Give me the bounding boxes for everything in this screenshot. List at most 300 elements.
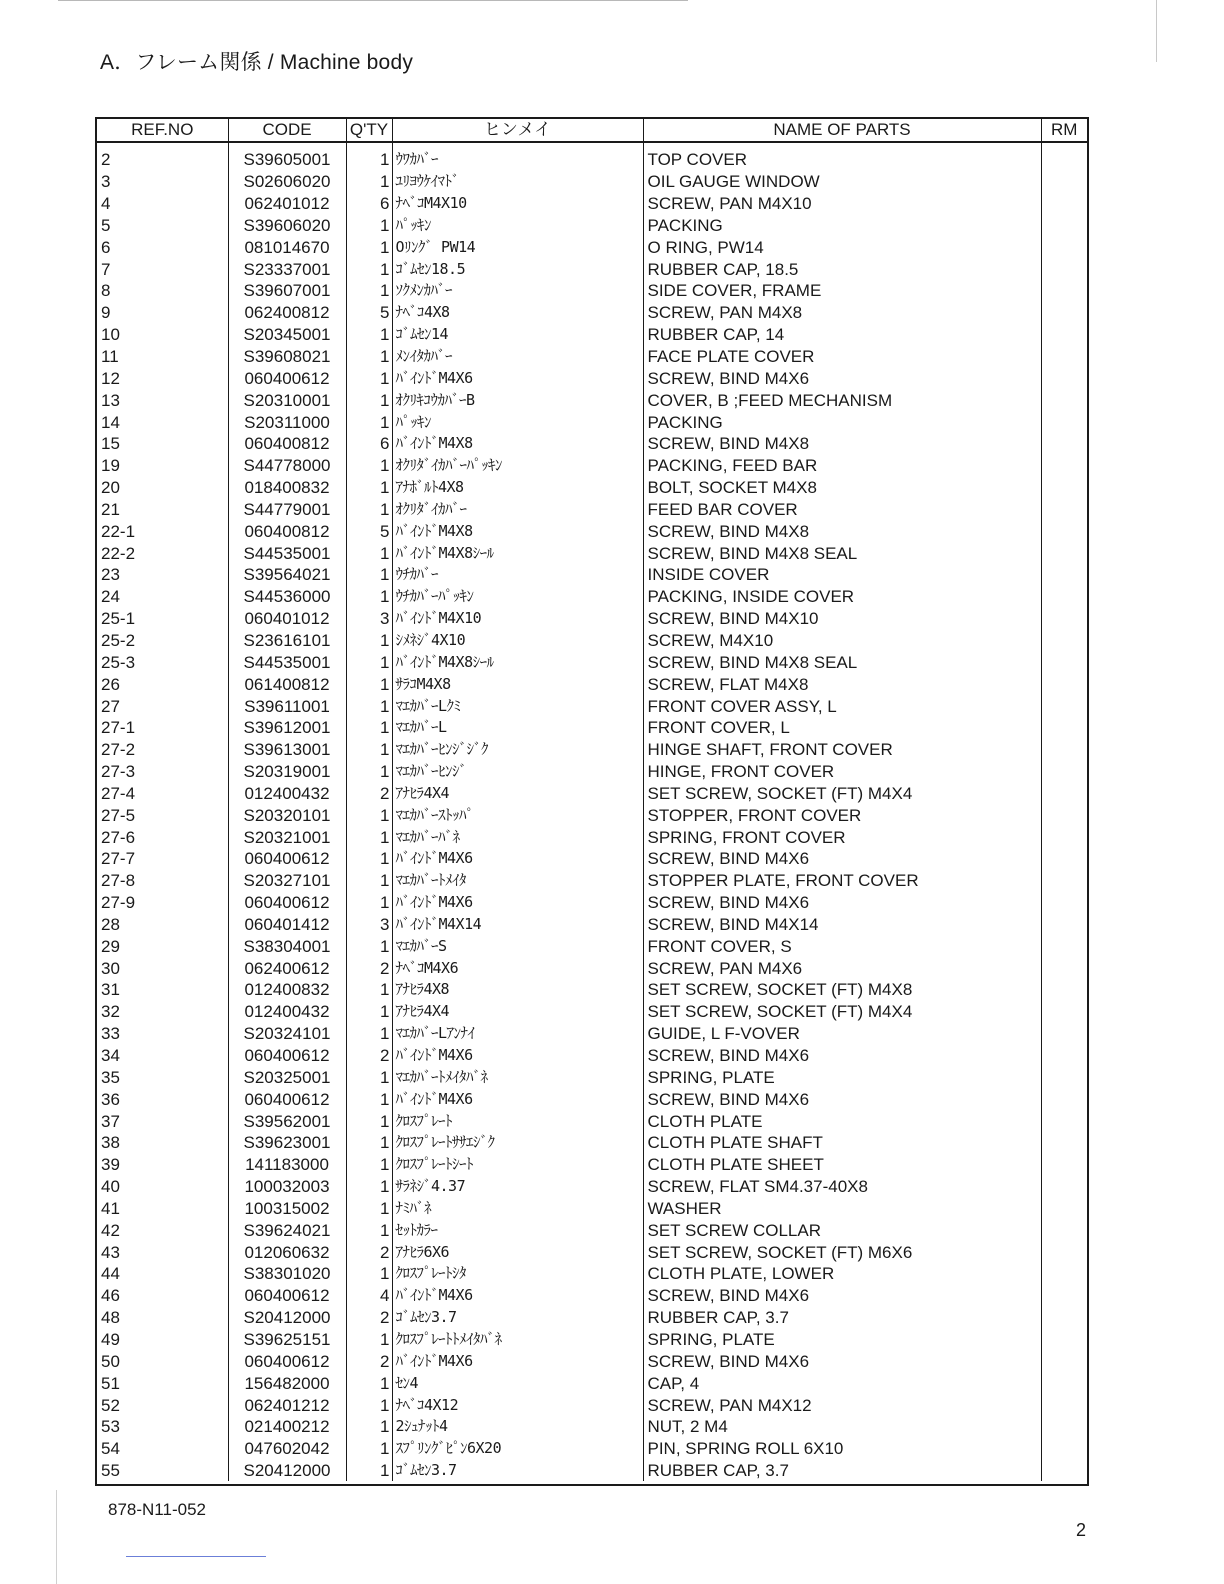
table-row — [97, 914, 1087, 936]
rm-cell — [1041, 1176, 1087, 1198]
table-row — [97, 1438, 1087, 1460]
ref-cell: 8 — [97, 280, 228, 302]
code-cell: S39613001 — [228, 739, 346, 761]
code-cell: 060400612 — [228, 1285, 346, 1307]
kana-cell: ﾊﾞｲﾝﾄﾞM4X6 — [392, 1088, 643, 1110]
kana-cell: ｺﾞﾑｾﾝ3.7 — [392, 1460, 643, 1482]
parts-table-frame — [95, 117, 1089, 1486]
part-name-cell: FRONT COVER, S — [643, 935, 1041, 957]
kana-cell: ﾊﾞｲﾝﾄﾞM4X6 — [392, 1285, 643, 1307]
qty-cell: 1 — [346, 1219, 392, 1241]
table-row — [97, 280, 1087, 302]
kana-cell: ﾕﾘﾖｳｹｲﾏﾄﾞ — [392, 171, 643, 193]
ref-cell: 46 — [97, 1285, 228, 1307]
qty-cell: 1 — [346, 1154, 392, 1176]
scan-right-edge-line — [1156, 0, 1157, 62]
table-row — [97, 651, 1087, 673]
rm-cell — [1041, 1394, 1087, 1416]
ref-cell: 49 — [97, 1329, 228, 1351]
qty-cell: 1 — [346, 935, 392, 957]
kana-cell: ﾏｴｶﾊﾞｰﾄﾒｲﾀ — [392, 870, 643, 892]
ref-cell: 20 — [97, 477, 228, 499]
qty-cell: 1 — [346, 1460, 392, 1482]
kana-cell: ﾅﾍﾞｺM4X6 — [392, 957, 643, 979]
kana-cell: ｺﾞﾑｾﾝ18.5 — [392, 258, 643, 280]
column-header-qty: Q'TY — [346, 119, 392, 142]
rm-cell — [1041, 717, 1087, 739]
part-name-cell: GUIDE, L F-VOVER — [643, 1023, 1041, 1045]
table-row — [97, 1176, 1087, 1198]
kana-cell: ｿｸﾒﾝｶﾊﾞｰ — [392, 280, 643, 302]
kana-cell: ｵｸﾘﾀﾞｲｶﾊﾞｰ — [392, 499, 643, 521]
qty-cell: 1 — [346, 1001, 392, 1023]
table-row — [97, 608, 1087, 630]
kana-cell: ｸﾛｽﾌﾟﾚｰﾄｼﾀ — [392, 1263, 643, 1285]
ref-cell: 27-1 — [97, 717, 228, 739]
qty-cell: 1 — [346, 1416, 392, 1438]
code-cell: 060400612 — [228, 892, 346, 914]
rm-cell — [1041, 1198, 1087, 1220]
part-name-cell: SCREW, BIND M4X14 — [643, 914, 1041, 936]
table-row — [97, 804, 1087, 826]
code-cell: 060400612 — [228, 367, 346, 389]
rm-cell — [1041, 914, 1087, 936]
table-row — [97, 870, 1087, 892]
part-name-cell: SET SCREW, SOCKET (FT) M6X6 — [643, 1241, 1041, 1263]
table-row — [97, 1088, 1087, 1110]
kana-cell: ｻﾗｺM4X8 — [392, 673, 643, 695]
qty-cell: 1 — [346, 1088, 392, 1110]
part-name-cell: PIN, SPRING ROLL 6X10 — [643, 1438, 1041, 1460]
table-row — [97, 761, 1087, 783]
ref-cell: 35 — [97, 1066, 228, 1088]
rm-cell — [1041, 1350, 1087, 1372]
code-cell: 012400432 — [228, 1001, 346, 1023]
kana-cell: ﾊﾞｲﾝﾄﾞM4X6 — [392, 367, 643, 389]
table-row — [97, 1110, 1087, 1132]
kana-cell: ﾏｴｶﾊﾞｰﾄﾒｲﾀﾊﾞﾈ — [392, 1066, 643, 1088]
code-cell: S02606020 — [228, 171, 346, 193]
rm-cell — [1041, 542, 1087, 564]
kana-cell: ｱﾅﾋﾗ4X4 — [392, 782, 643, 804]
qty-cell: 1 — [346, 499, 392, 521]
part-name-cell: CLOTH PLATE SHEET — [643, 1154, 1041, 1176]
ref-cell: 15 — [97, 433, 228, 455]
rm-cell — [1041, 1023, 1087, 1045]
kana-cell: ﾊﾞｲﾝﾄﾞM4X8 — [392, 433, 643, 455]
qty-cell: 1 — [346, 826, 392, 848]
table-row — [97, 1350, 1087, 1372]
kana-cell: ﾏｴｶﾊﾞｰLｸﾐ — [392, 695, 643, 717]
rm-cell — [1041, 1307, 1087, 1329]
ref-cell: 48 — [97, 1307, 228, 1329]
column-header-name: NAME OF PARTS — [643, 119, 1041, 142]
ref-cell: 38 — [97, 1132, 228, 1154]
code-cell: S44535001 — [228, 651, 346, 673]
rm-cell — [1041, 520, 1087, 542]
kana-cell: ｳﾜｶﾊﾞｰ — [392, 142, 643, 171]
parts-table — [97, 119, 1087, 1481]
qty-cell: 3 — [346, 608, 392, 630]
part-name-cell: SCREW, PAN M4X12 — [643, 1394, 1041, 1416]
rm-cell — [1041, 477, 1087, 499]
part-name-cell: SET SCREW COLLAR — [643, 1219, 1041, 1241]
kana-cell: ｺﾞﾑｾﾝ14 — [392, 324, 643, 346]
kana-cell: ｸﾛｽﾌﾟﾚｰﾄ — [392, 1110, 643, 1132]
qty-cell: 2 — [346, 1241, 392, 1263]
code-cell: 062400612 — [228, 957, 346, 979]
table-row — [97, 957, 1087, 979]
part-name-cell: SCREW, BIND M4X6 — [643, 1045, 1041, 1067]
code-cell: 156482000 — [228, 1372, 346, 1394]
table-row — [97, 935, 1087, 957]
code-cell: 012400832 — [228, 979, 346, 1001]
kana-cell: ｺﾞﾑｾﾝ3.7 — [392, 1307, 643, 1329]
qty-cell: 1 — [346, 739, 392, 761]
code-cell: S39625151 — [228, 1329, 346, 1351]
ref-cell: 3 — [97, 171, 228, 193]
code-cell: S39564021 — [228, 564, 346, 586]
part-name-cell: NUT, 2 M4 — [643, 1416, 1041, 1438]
rm-cell — [1041, 499, 1087, 521]
qty-cell: 1 — [346, 1394, 392, 1416]
ref-cell: 54 — [97, 1438, 228, 1460]
qty-cell: 1 — [346, 651, 392, 673]
rm-cell — [1041, 1110, 1087, 1132]
table-row — [97, 1154, 1087, 1176]
qty-cell: 1 — [346, 215, 392, 237]
rm-cell — [1041, 1416, 1087, 1438]
ref-cell: 25-1 — [97, 608, 228, 630]
ref-cell: 12 — [97, 367, 228, 389]
table-row — [97, 1001, 1087, 1023]
code-cell: S20324101 — [228, 1023, 346, 1045]
ref-cell: 43 — [97, 1241, 228, 1263]
code-cell: S44779001 — [228, 499, 346, 521]
part-name-cell: SCREW, BIND M4X6 — [643, 367, 1041, 389]
kana-cell: ｾﾝ4 — [392, 1372, 643, 1394]
table-row — [97, 892, 1087, 914]
table-row — [97, 1219, 1087, 1241]
code-cell: S20311000 — [228, 411, 346, 433]
rm-cell — [1041, 935, 1087, 957]
rm-cell — [1041, 1045, 1087, 1067]
rm-cell — [1041, 236, 1087, 258]
part-name-cell: COVER, B ;FEED MECHANISM — [643, 389, 1041, 411]
ref-cell: 34 — [97, 1045, 228, 1067]
document-number: 878-N11-052 — [108, 1500, 206, 1519]
code-cell: S20412000 — [228, 1460, 346, 1482]
kana-cell: ﾅﾍﾞｺM4X10 — [392, 193, 643, 215]
rm-cell — [1041, 979, 1087, 1001]
code-cell: 012400432 — [228, 782, 346, 804]
ref-cell: 50 — [97, 1350, 228, 1372]
part-name-cell: FRONT COVER ASSY, L — [643, 695, 1041, 717]
qty-cell: 1 — [346, 761, 392, 783]
ref-cell: 9 — [97, 302, 228, 324]
ref-cell: 27-2 — [97, 739, 228, 761]
scan-top-edge-line — [58, 0, 688, 1]
qty-cell: 1 — [346, 1066, 392, 1088]
part-name-cell: SPRING, FRONT COVER — [643, 826, 1041, 848]
table-row — [97, 1198, 1087, 1220]
rm-cell — [1041, 1219, 1087, 1241]
kana-cell: ｱﾅﾋﾗ4X4 — [392, 1001, 643, 1023]
kana-cell: ﾅﾍﾞｺ4X8 — [392, 302, 643, 324]
qty-cell: 2 — [346, 957, 392, 979]
kana-cell: ﾊﾟｯｷﾝ — [392, 411, 643, 433]
table-header-row — [97, 119, 1087, 142]
qty-cell: 1 — [346, 979, 392, 1001]
part-name-cell: TOP COVER — [643, 142, 1041, 171]
table-row — [97, 630, 1087, 652]
ref-cell: 26 — [97, 673, 228, 695]
rm-cell — [1041, 433, 1087, 455]
kana-cell: ｱﾅﾎﾞﾙﾄ4X8 — [392, 477, 643, 499]
rm-cell — [1041, 455, 1087, 477]
rm-cell — [1041, 1438, 1087, 1460]
column-header-kana: ヒンメイ — [392, 119, 643, 142]
rm-cell — [1041, 142, 1087, 171]
code-cell: 100032003 — [228, 1176, 346, 1198]
code-cell: 081014670 — [228, 236, 346, 258]
part-name-cell: SPRING, PLATE — [643, 1066, 1041, 1088]
qty-cell: 1 — [346, 258, 392, 280]
part-name-cell: SCREW, BIND M4X8 SEAL — [643, 542, 1041, 564]
kana-cell: ｸﾛｽﾌﾟﾚｰﾄｻｻｴｼﾞｸ — [392, 1132, 643, 1154]
qty-cell: 1 — [346, 389, 392, 411]
qty-cell: 1 — [346, 804, 392, 826]
part-name-cell: SCREW, BIND M4X6 — [643, 848, 1041, 870]
part-name-cell: SCREW, PAN M4X6 — [643, 957, 1041, 979]
kana-cell: ﾏｴｶﾊﾞｰﾊﾞﾈ — [392, 826, 643, 848]
table-row — [97, 520, 1087, 542]
rm-cell — [1041, 280, 1087, 302]
kana-cell: ﾊﾟｯｷﾝ — [392, 215, 643, 237]
rm-cell — [1041, 1263, 1087, 1285]
rm-cell — [1041, 1001, 1087, 1023]
rm-cell — [1041, 586, 1087, 608]
code-cell: S39607001 — [228, 280, 346, 302]
qty-cell: 1 — [346, 1132, 392, 1154]
ref-cell: 7 — [97, 258, 228, 280]
rm-cell — [1041, 673, 1087, 695]
table-row — [97, 389, 1087, 411]
ref-cell: 44 — [97, 1263, 228, 1285]
ref-cell: 14 — [97, 411, 228, 433]
kana-cell: Oﾘﾝｸﾞ PW14 — [392, 236, 643, 258]
part-name-cell: FACE PLATE COVER — [643, 346, 1041, 368]
kana-cell: ｻﾗﾈｼﾞ4.37 — [392, 1176, 643, 1198]
code-cell: S44778000 — [228, 455, 346, 477]
ref-cell: 10 — [97, 324, 228, 346]
rm-cell — [1041, 739, 1087, 761]
part-name-cell: SET SCREW, SOCKET (FT) M4X4 — [643, 782, 1041, 804]
rm-cell — [1041, 1241, 1087, 1263]
part-name-cell: RUBBER CAP, 3.7 — [643, 1460, 1041, 1482]
code-cell: S23616101 — [228, 630, 346, 652]
qty-cell: 2 — [346, 782, 392, 804]
rm-cell — [1041, 1066, 1087, 1088]
part-name-cell: SPRING, PLATE — [643, 1329, 1041, 1351]
rm-cell — [1041, 1329, 1087, 1351]
kana-cell: ﾒﾝｲﾀｶﾊﾞｰ — [392, 346, 643, 368]
code-cell: 047602042 — [228, 1438, 346, 1460]
table-row — [97, 1132, 1087, 1154]
ref-cell: 27-3 — [97, 761, 228, 783]
table-body — [97, 142, 1087, 1481]
code-cell: S39611001 — [228, 695, 346, 717]
part-name-cell: RUBBER CAP, 3.7 — [643, 1307, 1041, 1329]
qty-cell: 1 — [346, 870, 392, 892]
part-name-cell: STOPPER PLATE, FRONT COVER — [643, 870, 1041, 892]
code-cell: S23337001 — [228, 258, 346, 280]
part-name-cell: CLOTH PLATE, LOWER — [643, 1263, 1041, 1285]
qty-cell: 1 — [346, 455, 392, 477]
kana-cell: ｱﾅﾋﾗ4X8 — [392, 979, 643, 1001]
qty-cell: 1 — [346, 586, 392, 608]
code-cell: S20325001 — [228, 1066, 346, 1088]
part-name-cell: SCREW, FLAT SM4.37-40X8 — [643, 1176, 1041, 1198]
code-cell: S20321001 — [228, 826, 346, 848]
qty-cell: 2 — [346, 1045, 392, 1067]
code-cell: 141183000 — [228, 1154, 346, 1176]
table-row — [97, 258, 1087, 280]
qty-cell: 2 — [346, 1307, 392, 1329]
ref-cell: 11 — [97, 346, 228, 368]
rm-cell — [1041, 630, 1087, 652]
part-name-cell: PACKING — [643, 411, 1041, 433]
table-row — [97, 302, 1087, 324]
kana-cell: ｵｸﾘﾀﾞｲｶﾊﾞｰﾊﾟｯｷﾝ — [392, 455, 643, 477]
ref-cell: 27-8 — [97, 870, 228, 892]
code-cell: 100315002 — [228, 1198, 346, 1220]
rm-cell — [1041, 1088, 1087, 1110]
qty-cell: 4 — [346, 1285, 392, 1307]
part-name-cell: PACKING — [643, 215, 1041, 237]
code-cell: S20319001 — [228, 761, 346, 783]
table-row — [97, 1285, 1087, 1307]
footer-underline — [126, 1556, 266, 1557]
part-name-cell: SCREW, BIND M4X10 — [643, 608, 1041, 630]
rm-cell — [1041, 258, 1087, 280]
kana-cell: ｳﾁｶﾊﾞｰﾊﾟｯｷﾝ — [392, 586, 643, 608]
qty-cell: 1 — [346, 695, 392, 717]
code-cell: S39606020 — [228, 215, 346, 237]
part-name-cell: SCREW, PAN M4X8 — [643, 302, 1041, 324]
ref-cell: 4 — [97, 193, 228, 215]
code-cell: 060400612 — [228, 1045, 346, 1067]
table-row — [97, 695, 1087, 717]
code-cell: S44535001 — [228, 542, 346, 564]
code-cell: S38304001 — [228, 935, 346, 957]
rm-cell — [1041, 1460, 1087, 1482]
code-cell: 060401012 — [228, 608, 346, 630]
part-name-cell: SCREW, BIND M4X6 — [643, 1350, 1041, 1372]
table-row — [97, 782, 1087, 804]
table-row — [97, 979, 1087, 1001]
ref-cell: 52 — [97, 1394, 228, 1416]
ref-cell: 41 — [97, 1198, 228, 1220]
table-row — [97, 826, 1087, 848]
rm-cell — [1041, 367, 1087, 389]
qty-cell: 1 — [346, 1198, 392, 1220]
table-row — [97, 564, 1087, 586]
part-name-cell: SIDE COVER, FRAME — [643, 280, 1041, 302]
code-cell: S20345001 — [228, 324, 346, 346]
kana-cell: ﾏｴｶﾊﾞｰｽﾄｯﾊﾟ — [392, 804, 643, 826]
kana-cell: ﾊﾞｲﾝﾄﾞM4X6 — [392, 848, 643, 870]
qty-cell: 1 — [346, 1329, 392, 1351]
part-name-cell: PACKING, INSIDE COVER — [643, 586, 1041, 608]
rm-cell — [1041, 1132, 1087, 1154]
ref-cell: 25-2 — [97, 630, 228, 652]
code-cell: 060400812 — [228, 520, 346, 542]
table-row — [97, 236, 1087, 258]
table-row — [97, 1307, 1087, 1329]
part-name-cell: FRONT COVER, L — [643, 717, 1041, 739]
qty-cell: 1 — [346, 477, 392, 499]
column-header-rm: RM — [1041, 119, 1087, 142]
qty-cell: 6 — [346, 433, 392, 455]
code-cell: 062401212 — [228, 1394, 346, 1416]
qty-cell: 1 — [346, 1438, 392, 1460]
kana-cell: ｽﾌﾟﾘﾝｸﾞﾋﾟﾝ6X20 — [392, 1438, 643, 1460]
ref-cell: 55 — [97, 1460, 228, 1482]
code-cell: S20310001 — [228, 389, 346, 411]
kana-cell: ｸﾛｽﾌﾟﾚｰﾄﾄﾒｲﾀﾊﾞﾈ — [392, 1329, 643, 1351]
part-name-cell: FEED BAR COVER — [643, 499, 1041, 521]
table-row — [97, 1066, 1087, 1088]
qty-cell: 1 — [346, 1023, 392, 1045]
kana-cell: ｸﾛｽﾌﾟﾚｰﾄｼｰﾄ — [392, 1154, 643, 1176]
rm-cell — [1041, 215, 1087, 237]
table-row — [97, 433, 1087, 455]
rm-cell — [1041, 193, 1087, 215]
code-cell: 062401012 — [228, 193, 346, 215]
table-row — [97, 411, 1087, 433]
qty-cell: 5 — [346, 520, 392, 542]
kana-cell: ﾊﾞｲﾝﾄﾞM4X14 — [392, 914, 643, 936]
code-cell: S39612001 — [228, 717, 346, 739]
kana-cell: ﾊﾞｲﾝﾄﾞM4X8 — [392, 520, 643, 542]
ref-cell: 53 — [97, 1416, 228, 1438]
kana-cell: ﾅﾍﾞｺ4X12 — [392, 1394, 643, 1416]
rm-cell — [1041, 171, 1087, 193]
ref-cell: 6 — [97, 236, 228, 258]
qty-cell: 1 — [346, 630, 392, 652]
part-name-cell: RUBBER CAP, 18.5 — [643, 258, 1041, 280]
code-cell: 060401412 — [228, 914, 346, 936]
table-row — [97, 171, 1087, 193]
table-row — [97, 346, 1087, 368]
qty-cell: 1 — [346, 1176, 392, 1198]
ref-cell: 27-6 — [97, 826, 228, 848]
kana-cell: ｳﾁｶﾊﾞｰ — [392, 564, 643, 586]
part-name-cell: HINGE, FRONT COVER — [643, 761, 1041, 783]
part-name-cell: SCREW, BIND M4X6 — [643, 1088, 1041, 1110]
qty-cell: 1 — [346, 280, 392, 302]
code-cell: S39562001 — [228, 1110, 346, 1132]
ref-cell: 19 — [97, 455, 228, 477]
rm-cell — [1041, 804, 1087, 826]
table-row — [97, 193, 1087, 215]
kana-cell: ﾏｴｶﾊﾞｰﾋﾝｼﾞ — [392, 761, 643, 783]
table-row — [97, 1241, 1087, 1263]
rm-cell — [1041, 1372, 1087, 1394]
kana-cell: ﾏｴｶﾊﾞｰS — [392, 935, 643, 957]
table-row — [97, 739, 1087, 761]
